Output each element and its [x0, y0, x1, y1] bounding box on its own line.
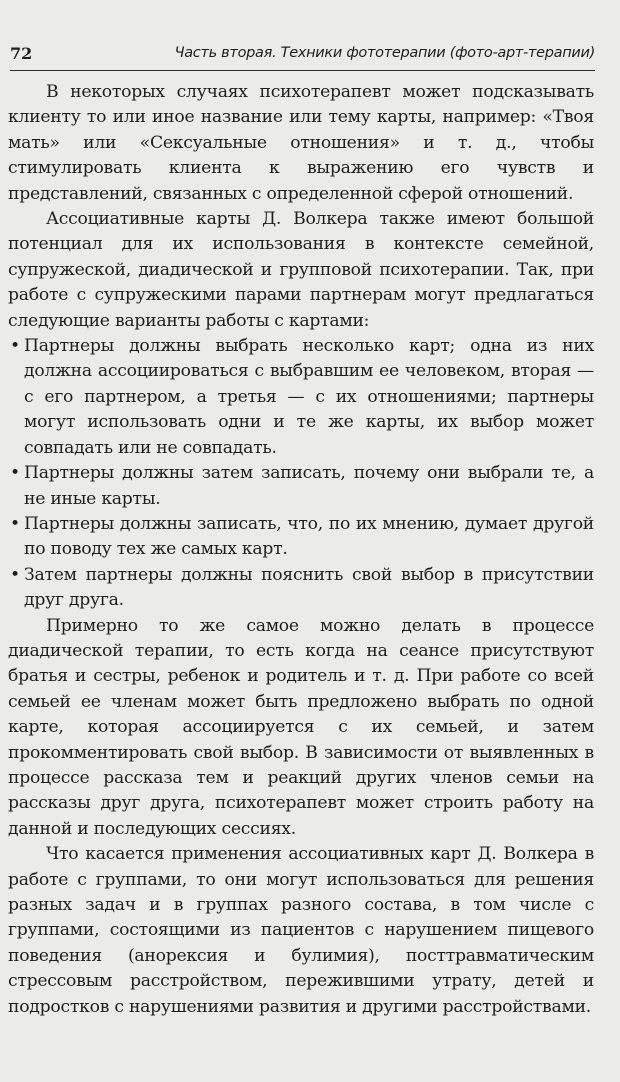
list-item-text: Партнеры должны выбрать несколько карт; одна из них должна ассоциироваться с выбравшим ее человеком, вторая — с его партнером, а третья — с их отношениями; партнеры могут использовать одни и те же карты, их выбор может совпадать или не совпадать. — [24, 336, 594, 458]
list-item — [8, 461, 594, 512]
paragraph: Что касается применения ассоциативных карт Д. Волкера в работе с группами, то они могут использоваться для решения разных задач и в группах разного состава, в том числе с группами, состоящими из пациентов с нарушением пищевого поведения (анорексия и булимия), посттравматическим стрессовым расстройством, пережившими утрату, детей и подростков с нарушениями развития и другими расстройствами. — [8, 844, 594, 1017]
bullet-list — [8, 334, 594, 613]
list-item — [8, 563, 594, 614]
bullet-icon: • — [10, 513, 20, 534]
list-item-text: Партнеры должны затем записать, почему они выбрали те, а не иные карты. — [24, 463, 594, 509]
bullet-icon: • — [10, 564, 20, 585]
running-title: Часть вторая. Техники фототерапии (фото-арт-терапии) — [174, 45, 595, 61]
list-item-text: Затем партнеры должны пояснить свой выбор в присутствии друг друга. — [24, 564, 594, 611]
page-number: 72 — [10, 44, 33, 63]
page-header — [10, 40, 595, 71]
list-item — [8, 334, 594, 461]
main-text — [8, 80, 594, 1020]
list-item-text: Партнеры должны записать, что, по их мнению, думает другой по поводу тех же самых карт. — [24, 513, 594, 560]
paragraph: Ассоциативные карты Д. Волкера также имеют большой потенциал для их использования в контексте семейной, супружеской, диадической и групповой психотерапии. Так, при работе с супружескими парами партнерам могут предлагаться следующие варианты работы с картами: — [8, 209, 594, 331]
paragraph: В некоторых случаях психотерапевт может подсказывать клиенту то или иное название или тему карты, например: «Твоя мать» или «Сексуальные отношения» и т. д., чтобы стимулировать клиента к выражению его чувств и представлений, связанных с определенной сферой отношений. — [8, 82, 594, 204]
bullet-icon: • — [10, 336, 20, 357]
paragraph: Примерно то же самое можно делать в процессе диадической терапии, то есть когда на сеансе присутствуют братья и сестры, ребенок и родитель и т. д. При работе со всей семьей ее членам может быть предложено выбрать по одной карте, которая ассоциируется с их семьей, и затем прокомментировать свой выбор. В зависимости от выявленных в процессе рассказа тем и реакций других членов семьи на рассказы друг друга, психотерапевт может строить работу на данной и последующих сессиях. — [8, 615, 594, 839]
list-item — [8, 512, 594, 563]
bullet-icon: • — [10, 463, 20, 484]
